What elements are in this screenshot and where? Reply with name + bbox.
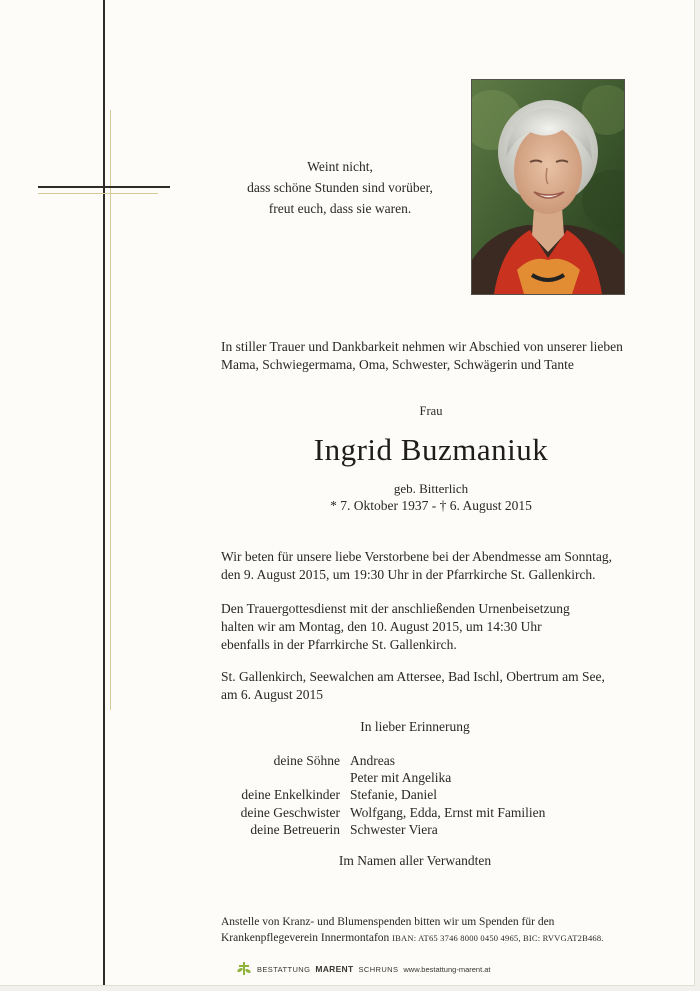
family-relation: deine Söhne	[273, 753, 340, 768]
bank-details: IBAN: AT65 3746 8000 0450 4965, BIC: RVVGAT2B468.	[392, 933, 604, 943]
donation-recipient: Krankenpflegeverein Innermontafon	[221, 932, 390, 944]
evening-mass-text	[221, 548, 651, 584]
family-relation: deine Betreuerin	[250, 821, 340, 837]
intro-text	[221, 338, 641, 374]
cross-vertical-beam	[103, 0, 105, 985]
memorial-quote	[210, 156, 470, 219]
place-line: am 6. August 2015	[221, 687, 324, 702]
cross-horizontal-gold-line	[38, 193, 158, 194]
donation-line: Anstelle von Kranz- und Blumenspenden bitten wir um Spenden für den	[221, 916, 555, 928]
footer-website[interactable]: www.bestattung-marent.at	[403, 964, 491, 974]
leaf-cross-logo-icon	[236, 961, 252, 977]
family-names: Peter mit Angelika	[350, 770, 452, 786]
intro-line: Mama, Schwiegermama, Oma, Schwester, Schwägerin und Tante	[221, 357, 574, 372]
family-names: Andreas	[350, 753, 395, 768]
funeral-line: Den Trauergottesdienst mit der anschließenden Urnenbeisetzung	[221, 601, 570, 616]
cross-vertical-gold-line	[110, 110, 111, 710]
family-row	[150, 821, 630, 838]
family-relation	[150, 769, 350, 786]
family-relation: deine Geschwister	[240, 804, 340, 820]
donation-note	[221, 914, 661, 946]
family-names: Stefanie, Daniel	[350, 787, 437, 803]
family-names: Schwester Viera	[350, 821, 438, 837]
mass-line: Wir beten für unsere liebe Verstorbene bei der Abendmesse am Sonntag,	[221, 549, 612, 564]
maiden-name: geb. Bitterlich	[393, 481, 469, 496]
intro-line: In stiller Trauer und Dankbarkeit nehmen wir Abschied von unserer lieben	[221, 339, 623, 354]
funeral-line: ebenfalls in der Pfarrkirche St. Gallenkirch.	[221, 637, 457, 652]
funeral-line: halten wir am Montag, den 10. August 2015, um 14:30 Uhr	[221, 619, 542, 634]
family-row	[150, 752, 630, 769]
honorific: Frau	[419, 404, 443, 418]
funeral-home-footer	[236, 961, 491, 977]
footer-company-prefix: BESTATTUNG	[257, 964, 311, 974]
life-dates: * 7. Oktober 1937 - † 6. August 2015	[330, 498, 532, 513]
memory-label: In lieber Erinnerung	[360, 719, 470, 734]
place-date-text	[221, 668, 651, 704]
funeral-service-text	[221, 600, 651, 654]
quote-line: Weint nicht,	[307, 159, 373, 174]
mass-line: den 9. August 2015, um 19:30 Uhr in der Pfarrkirche St. Gallenkirch.	[221, 567, 596, 582]
family-list	[150, 752, 630, 838]
quote-line: dass schöne Stunden sind vorüber,	[247, 180, 433, 195]
family-relation: deine Enkelkinder	[241, 787, 340, 803]
footer-location: SCHRUNS	[358, 964, 399, 974]
quote-line: freut euch, dass sie waren.	[268, 201, 412, 216]
family-row	[150, 769, 630, 786]
family-row	[150, 804, 630, 821]
closing-line: Im Namen aller Verwandten	[338, 853, 492, 868]
deceased-name: Ingrid Buzmaniuk	[313, 432, 549, 467]
place-line: St. Gallenkirch, Seewalchen am Attersee, Bad Ischl, Obertrum am See,	[221, 669, 605, 684]
family-row	[150, 786, 630, 803]
footer-company-name: MARENT	[315, 964, 354, 974]
portrait-photo	[471, 79, 625, 295]
family-names: Wolfgang, Edda, Ernst mit Familien	[350, 804, 546, 820]
cross-horizontal-beam	[38, 186, 170, 188]
